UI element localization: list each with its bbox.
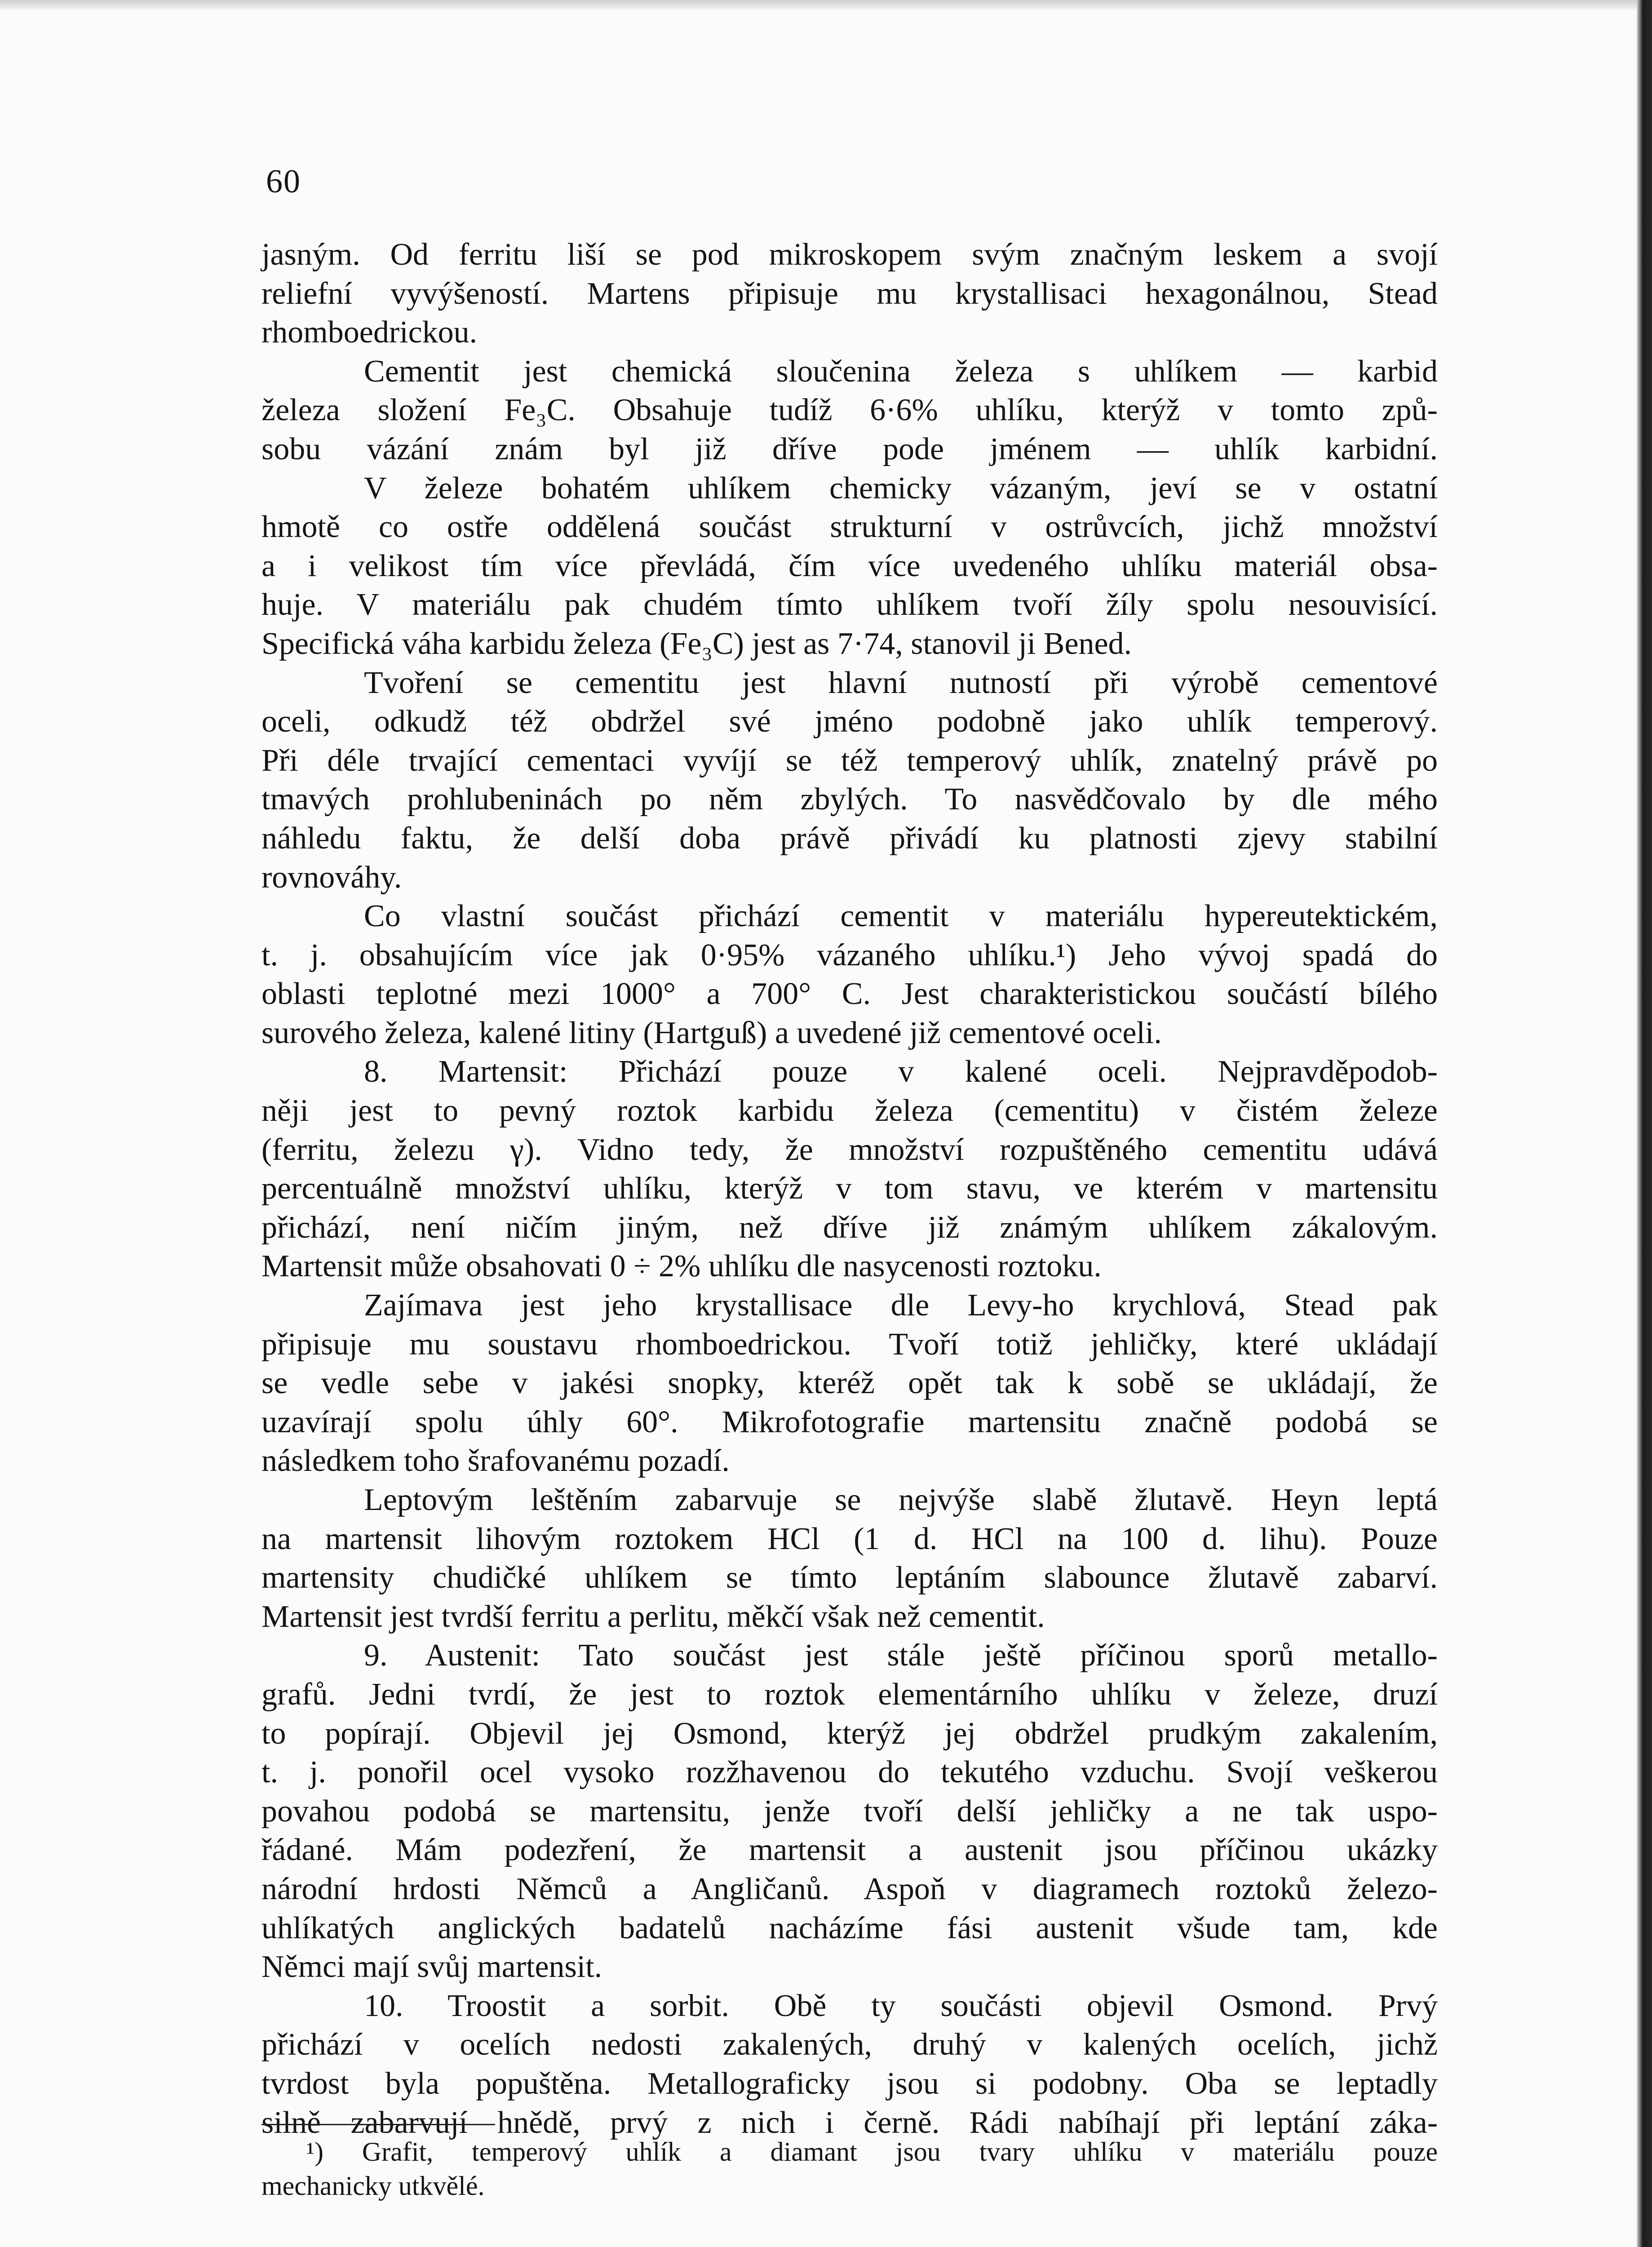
text-line: náhledu faktu, že delší doba právě přivádí ku platnosti zjevy stabilní (261, 821, 1438, 856)
text-line: 10. Troostit a sorbit. Obě ty součásti objevil Osmond. Prvý (364, 1988, 1438, 2023)
text-line: 9. Austenit: Tato součást jest stále ještě příčinou sporů metallo- (364, 1638, 1438, 1673)
text-line: t. j. obsahujícím více jak 0·95% vázaného uhlíku.¹) Jeho vývoj spadá do (261, 937, 1438, 973)
text-line: percentuálně množství uhlíku, kterýž v tom stavu, ve kterém v martensitu (261, 1171, 1438, 1206)
scan-right-edge (1637, 0, 1652, 2247)
text-line: následkem toho šrafovanému pozadí. (261, 1443, 730, 1479)
text-line: Cementit jest chemická sloučenina železa s uhlíkem — karbid (364, 354, 1438, 389)
text-line: oceli, odkudž též obdržel své jméno podobně jako uhlík temperový. (261, 704, 1438, 739)
text-line: přichází v ocelích nedosti zakalených, druhý v kalených ocelích, jichž (261, 2027, 1438, 2062)
text-line: Co vlastní součást přichází cementit v materiálu hypereutektickém, (364, 899, 1438, 934)
text-line: rhomboedrickou. (261, 315, 478, 350)
footnote-line: mechanicky utkvělé. (261, 2171, 485, 2201)
text-line: jasným. Od ferritu liší se pod mikroskopem svým značným leskem a svojí (261, 237, 1438, 272)
text-line: 8. Martensit: Přichází pouze v kalené oceli. Nejpravděpodob- (364, 1054, 1438, 1089)
page-number: 60 (266, 163, 301, 200)
text-line: řádané. Mám podezření, že martensit a austenit jsou příčinou ukázky (261, 1833, 1438, 1868)
footnote (261, 2135, 1438, 2203)
text-line: připisuje mu soustavu rhomboedrickou. Tvoří totiž jehličky, které ukládají (261, 1327, 1438, 1362)
text-line: na martensit lihovým roztokem HCl (1 d. HCl na 100 d. lihu). Pouze (261, 1521, 1438, 1556)
body-text (261, 235, 1438, 2142)
text-line: to popírají. Objevil jej Osmond, kterýž jej obdržel prudkým zakalením, (261, 1716, 1438, 1751)
text-line: železa složení Fe₃C. Obsahuje tudíž 6·6% uhlíku, kterýž v tomto způ- (261, 393, 1438, 428)
text-line: sobu vázání znám byl již dříve pode jménem — uhlík karbidní. (261, 431, 1438, 466)
text-line: rovnováhy. (261, 860, 402, 895)
footnote-line: ¹) Grafit, temperový uhlík a diamant jsou tvary uhlíku v materiálu pouze (306, 2137, 1438, 2167)
text-line: reliefní vyvýšeností. Martens připisuje mu krystallisaci hexagonálnou, Stead (261, 276, 1438, 311)
text-line: Specifická váha karbidu železa (Fe₃C) jest as 7·74, stanovil ji Bened. (261, 626, 1132, 661)
text-line: V železe bohatém uhlíkem chemicky vázaným, jeví se v ostatní (364, 471, 1438, 506)
text-line: něji jest to pevný roztok karbidu železa (cementitu) v čistém železe (261, 1093, 1438, 1128)
text-line: huje. V materiálu pak chudém tímto uhlíkem tvoří žíly spolu nesouvisící. (261, 587, 1438, 622)
text-line: se vedle sebe v jakési snopky, kteréž opět tak k sobě se ukládají, že (261, 1366, 1438, 1401)
text-line: uzavírají spolu úhly 60°. Mikrofotografie martensitu značně podobá se (261, 1404, 1438, 1439)
text-line: hmotě co ostře oddělená součást strukturní v ostrůvcích, jichž množství (261, 510, 1438, 545)
text-line: tmavých prohlubeninách po něm zbylých. To nasvědčovalo by dle mého (261, 782, 1438, 817)
text-line: (ferritu, železu γ). Vidno tedy, že množství rozpuštěného cementitu udává (261, 1132, 1438, 1167)
text-line: přichází, není ničím jiným, než dříve již známým uhlíkem zákalovým. (261, 1210, 1438, 1245)
text-line: národní hrdosti Němců a Angličanů. Aspoň v diagramech roztoků železo- (261, 1871, 1438, 1906)
text-line: martensity chudičké uhlíkem se tímto leptáním slabounce žlutavě zabarví. (261, 1560, 1438, 1595)
text-line: Martensit může obsahovati 0 ÷ 2% uhlíku dle nasycenosti roztoku. (261, 1249, 1102, 1284)
text-line: Martensit jest tvrdší ferritu a perlitu, měkčí však než cementit. (261, 1599, 1045, 1634)
text-line: povahou podobá se martensitu, jenže tvoří delší jehličky a ne tak uspo- (261, 1794, 1438, 1829)
footnote-rule (261, 2124, 495, 2125)
text-line: Zajímava jest jeho krystallisace dle Levy-ho krychlová, Stead pak (364, 1288, 1438, 1323)
text-line: t. j. ponořil ocel vysoko rozžhavenou do tekutého vzduchu. Svojí veškerou (261, 1755, 1438, 1790)
text-line: grafů. Jedni tvrdí, že jest to roztok elementárního uhlíku v železe, druzí (261, 1677, 1438, 1712)
text-line: a i velikost tím více převládá, čím více uvedeného uhlíku materiál obsa- (261, 548, 1438, 583)
text-line: oblasti teplotné mezi 1000° a 700° C. Jest charakteristickou součástí bílého (261, 977, 1438, 1012)
scan-top-edge (0, 0, 1652, 10)
text-line: Leptovým leštěním zabarvuje se nejvýše slabě žlutavě. Heyn leptá (364, 1483, 1438, 1517)
text-line: silně zabarvují hnědě, prvý z nich i černě. Rádi nabíhají při leptání záka- (261, 2105, 1438, 2140)
text-line: Němci mají svůj martensit. (261, 1949, 602, 1985)
text-line: uhlíkatých anglických badatelů nacházíme fási austenit všude tam, kde (261, 1910, 1438, 1945)
text-line: tvrdost byla popuštěna. Metallograficky jsou si podobny. Oba se leptadly (261, 2066, 1438, 2101)
text-line: Při déle trvající cementaci vyvíjí se též temperový uhlík, znatelný právě po (261, 743, 1438, 778)
text-line: surového železa, kalené litiny (Hartguß) a uvedené již cementové oceli. (261, 1015, 1162, 1050)
text-line: Tvoření se cementitu jest hlavní nutností při výrobě cementové (364, 665, 1438, 700)
